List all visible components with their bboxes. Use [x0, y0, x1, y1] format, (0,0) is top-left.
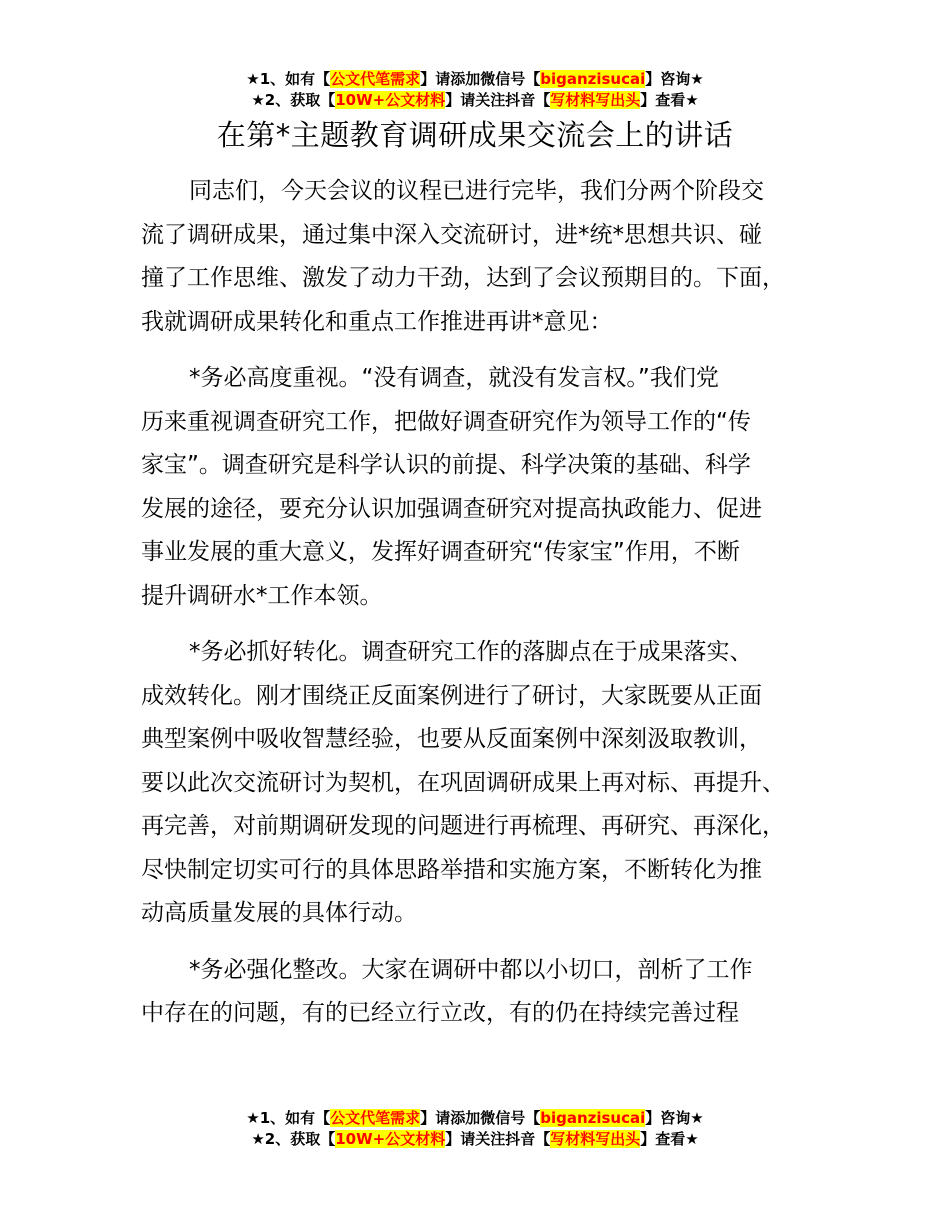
promo-highlight: 10W+公文材料 [335, 91, 446, 109]
paragraph [141, 357, 833, 618]
promo-header [0, 69, 950, 111]
paragraph [141, 631, 833, 936]
text-line: 历来重视调查研究工作，把做好调查研究作为领导工作的“传 [141, 408, 751, 435]
text-line: 中存在的问题，有的已经立行立改，有的仍在持续完善过程 [141, 1000, 739, 1026]
promo-text: 】查看★ [640, 1130, 699, 1148]
promo-text: 】请关注抖音【 [445, 91, 551, 109]
promo-highlight: biganzisucai [540, 1109, 646, 1127]
promo-text: ★2、获取【 [251, 91, 336, 109]
promo-line-2 [0, 1129, 950, 1150]
promo-text: 】咨询★ [645, 70, 704, 88]
promo-footer [0, 1108, 950, 1150]
promo-text: ★2、获取【 [251, 1130, 336, 1148]
paragraph [141, 949, 833, 1036]
text-line: 发展的途径，要充分认识加强调查研究对提高执政能力、促进 [141, 495, 762, 522]
promo-text: 】请关注抖音【 [445, 1130, 551, 1148]
promo-highlight: 写材料写出头 [550, 91, 641, 109]
promo-text: 】查看★ [640, 91, 699, 109]
text-line: 尽快制定切实可行的具体思路举措和实施方案，不断转化为推 [141, 856, 762, 883]
promo-text: 】请添加微信号【 [420, 70, 541, 88]
text-line: 再完善，对前期调研发现的问题进行再梳理、再研究、再深化， [141, 813, 785, 839]
promo-line-1 [0, 1108, 950, 1129]
promo-highlight: 10W+公文材料 [335, 1130, 446, 1148]
promo-text: 】咨询★ [645, 1109, 704, 1127]
promo-text: ★1、如有【 [246, 70, 331, 88]
text-line: 事业发展的重大意义，发挥好调查研究“传家宝”作用，不断 [141, 539, 740, 565]
text-line: 要以此次交流研讨为契机，在巩固调研成果上再对标、再提升、 [141, 769, 785, 796]
text-line: 提升调研水*工作本领。 [141, 582, 383, 609]
text-line: 成效转化。刚才围绕正反面案例进行了研讨，大家既要从正面 [141, 682, 762, 709]
page-title: 在第*主题教育调研成果交流会上的讲话 [216, 118, 734, 152]
text-line: *务必抓好转化。调查研究工作的落脚点在于成果落实、 [189, 639, 753, 665]
promo-highlight: biganzisucai [540, 70, 646, 88]
promo-highlight: 写材料写出头 [550, 1130, 641, 1148]
text-line: 我就调研成果转化和重点工作推进再讲*意见： [141, 308, 613, 335]
text-line: 动高质量发展的具体行动。 [141, 900, 417, 926]
text-line: 家宝”。调查研究是科学认识的前提、科学决策的基础、科学 [141, 452, 751, 478]
promo-line-1 [0, 69, 950, 90]
promo-highlight: 公文代笔需求 [330, 70, 421, 88]
text-line: 典型案例中吸收智慧经验，也要从反面案例中深刻汲取教训， [141, 726, 762, 752]
text-line: 流了调研成果，通过集中深入交流研讨，进*统*思想共识、碰 [141, 221, 762, 248]
text-line: 撞了工作思维、激发了动力干劲，达到了会议预期目的。下面， [141, 265, 785, 291]
paragraph [141, 170, 833, 344]
promo-highlight: 公文代笔需求 [330, 1109, 421, 1127]
text-line: 同志们，今天会议的议程已进行完毕，我们分两个阶段交 [189, 178, 764, 204]
document-body [141, 170, 833, 1049]
promo-line-2 [0, 90, 950, 111]
promo-text: 】请添加微信号【 [420, 1109, 541, 1127]
text-line: *务必强化整改。大家在调研中都以小切口，剖析了工作 [189, 956, 753, 983]
text-line: *务必高度重视。“没有调查，就没有发言权。”我们党 [189, 365, 719, 391]
promo-text: ★1、如有【 [246, 1109, 331, 1127]
